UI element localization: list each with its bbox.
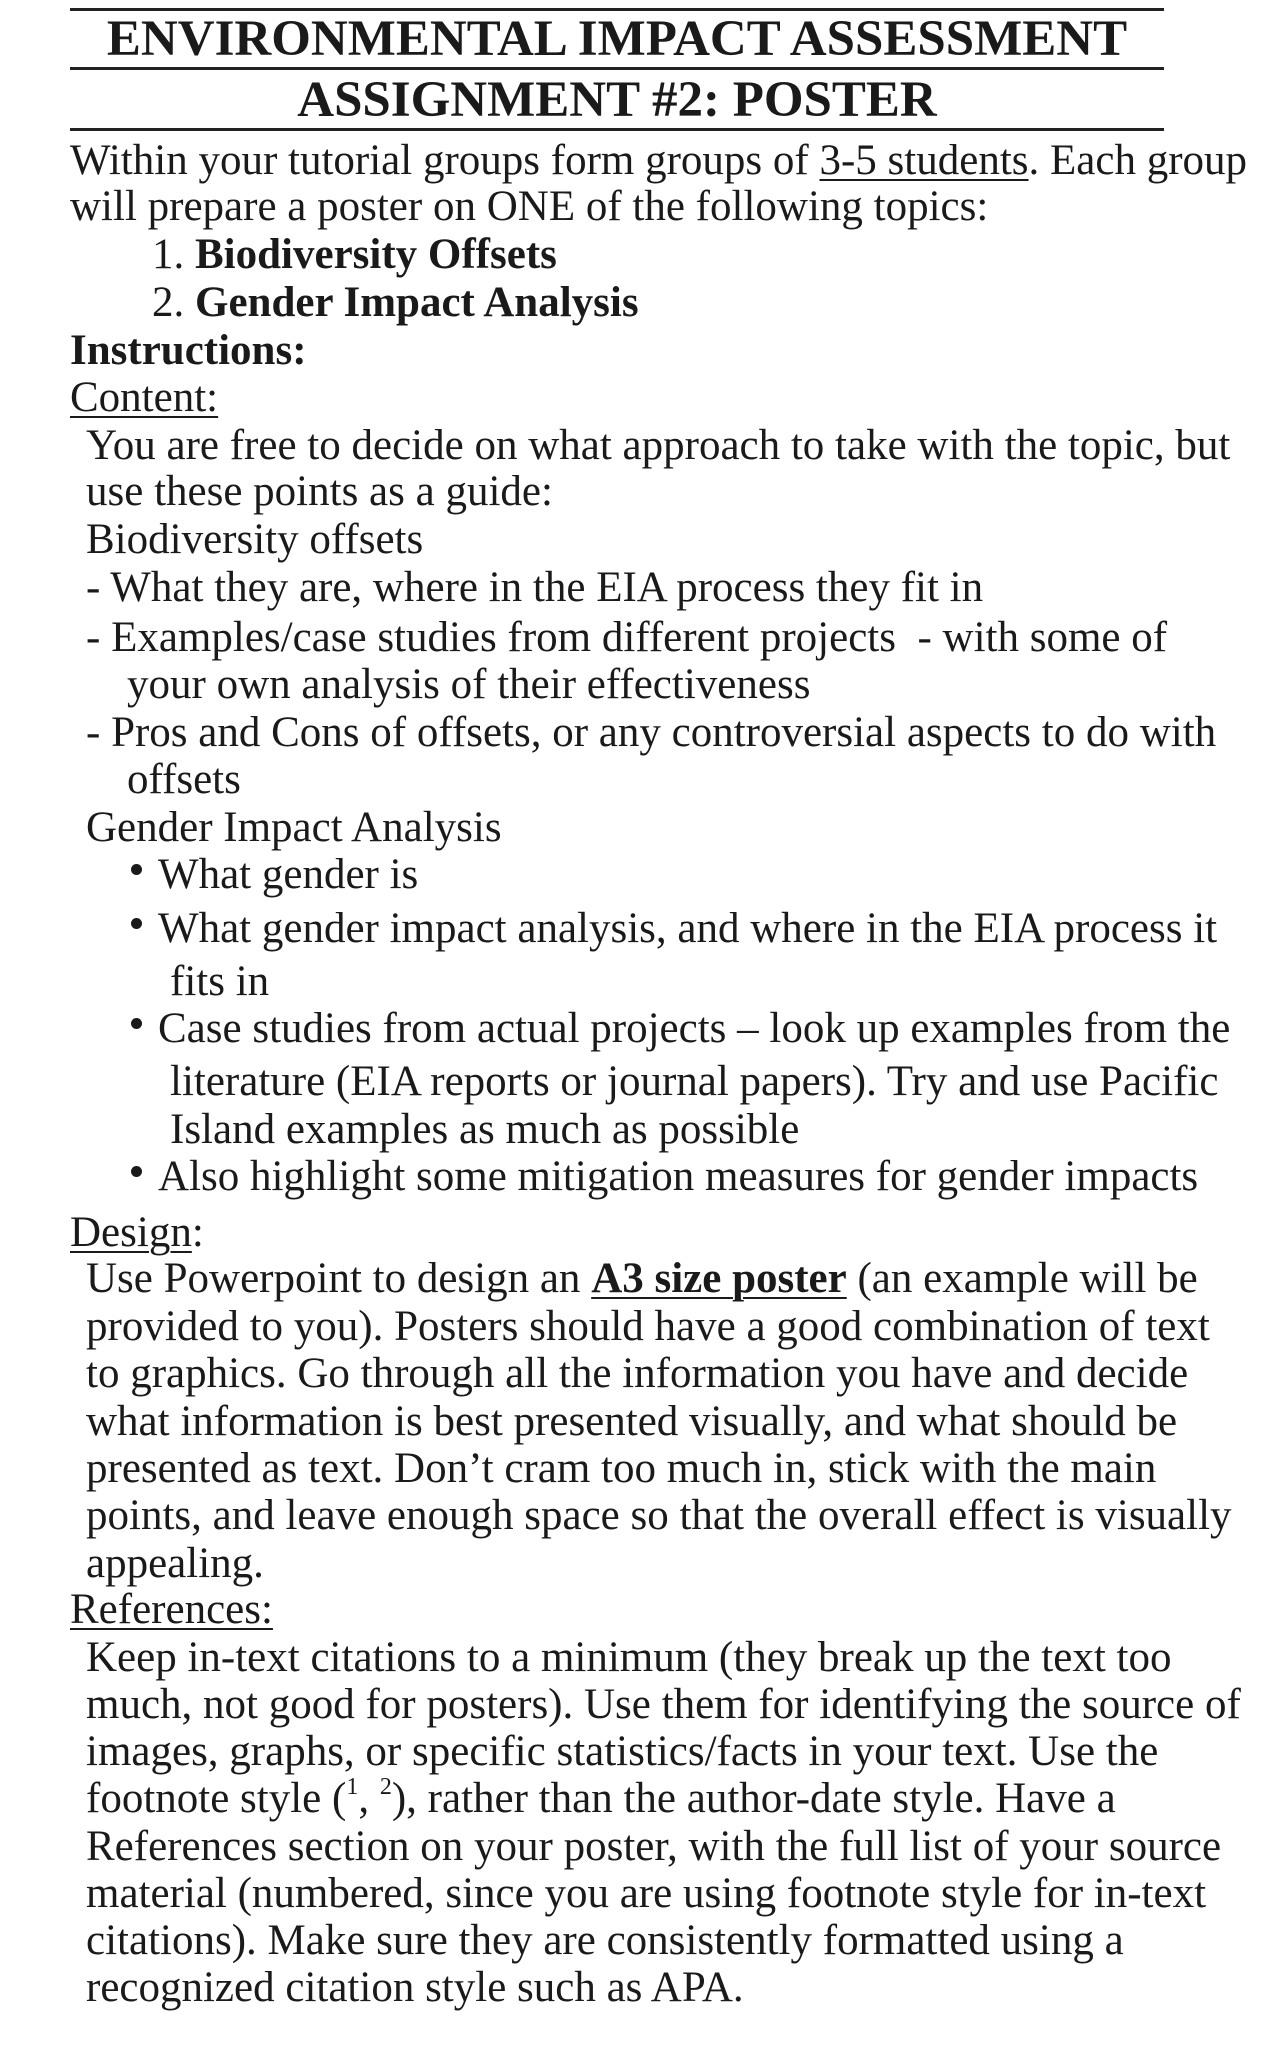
assignment-title: ASSIGNMENT #2: POSTER	[297, 72, 937, 128]
bullet-icon	[131, 1018, 142, 1029]
biodiversity-point-cont: offsets	[127, 756, 241, 803]
biodiversity-heading: Biodiversity offsets	[86, 516, 424, 563]
gender-point: What gender is	[158, 851, 419, 898]
content-line: You are free to decide on what approach to take with the topic, but	[86, 422, 1231, 469]
topic-item: 1. Biodiversity Offsets	[152, 231, 557, 278]
content-heading: Content:	[70, 374, 219, 421]
intro-line-2: will prepare a poster on ONE of the following topics:	[70, 183, 989, 230]
references-line: images, graphs, or specific statistics/facts in your text. Use the	[86, 1728, 1159, 1775]
gender-point: What gender impact analysis, and where in the EIA process it	[158, 905, 1218, 952]
group-size: 3-5 students	[819, 137, 1029, 184]
gender-heading: Gender Impact Analysis	[86, 804, 502, 851]
references-line: Keep in-text citations to a minimum (they break up the text too	[86, 1634, 1172, 1681]
references-line: citations). Make sure they are consistently formatted using a	[86, 1917, 1124, 1964]
references-line: material (numbered, since you are using footnote style for in-text	[86, 1870, 1207, 1917]
bullet-icon	[131, 918, 142, 929]
design-line: what information is best presented visually, and what should be	[86, 1398, 1178, 1445]
document-title: ENVIRONMENTAL IMPACT ASSESSMENT	[106, 11, 1128, 67]
design-heading: Design:	[70, 1209, 204, 1256]
design-line: presented as text. Don’t cram too much in, stick with the main	[86, 1445, 1157, 1492]
gender-point: Case studies from actual projects – look up examples from the	[158, 1005, 1231, 1052]
gender-point-cont: literature (EIA reports or journal papers). Try and use Pacific	[170, 1058, 1219, 1105]
design-line: appealing.	[86, 1540, 264, 1587]
content-line: use these points as a guide:	[86, 468, 553, 515]
bullet-icon	[131, 864, 142, 875]
references-heading: References:	[70, 1586, 273, 1633]
design-line: Use Powerpoint to design an A3 size poster (an example will be	[86, 1255, 1198, 1302]
intro-line-1: Within your tutorial groups form groups of 3-5 students. Each group	[70, 137, 1248, 184]
bullet-icon	[131, 1166, 142, 1177]
references-line: footnote style ($^1$, $^2$), rather than the author-date style. Have a	[86, 1774, 1116, 1822]
title-divider	[70, 67, 1164, 70]
references-line: References section on your poster, with the full list of your source	[86, 1823, 1222, 1870]
gender-point-cont: Island examples as much as possible	[170, 1106, 800, 1153]
instructions-heading: Instructions:	[70, 327, 307, 374]
design-line: provided to you). Posters should have a good combination of text	[86, 1303, 1210, 1350]
references-line: recognized citation style such as APA.	[86, 1964, 744, 2011]
gender-point-cont: fits in	[170, 958, 270, 1005]
biodiversity-point-cont: your own analysis of their effectiveness	[127, 661, 811, 708]
biodiversity-point: - Pros and Cons of offsets, or any controversial aspects to do with	[86, 709, 1217, 756]
biodiversity-point: - Examples/case studies from different projects - with some of	[86, 614, 1168, 661]
gender-point: Also highlight some mitigation measures for gender impacts	[158, 1153, 1199, 1200]
design-line: points, and leave enough space so that the overall effect is visually	[86, 1492, 1232, 1539]
footnote-marker: 1	[346, 1774, 359, 1800]
topic-item: 2. Gender Impact Analysis	[152, 279, 639, 326]
footnote-marker: 2	[379, 1774, 392, 1800]
design-line: to graphics. Go through all the information you have and decide	[86, 1350, 1189, 1397]
biodiversity-point: - What they are, where in the EIA process they fit in	[86, 564, 984, 611]
poster-size: A3 size poster	[591, 1255, 847, 1302]
header-bottom-rule	[70, 128, 1164, 131]
references-line: much, not good for posters). Use them for identifying the source of	[86, 1681, 1241, 1728]
